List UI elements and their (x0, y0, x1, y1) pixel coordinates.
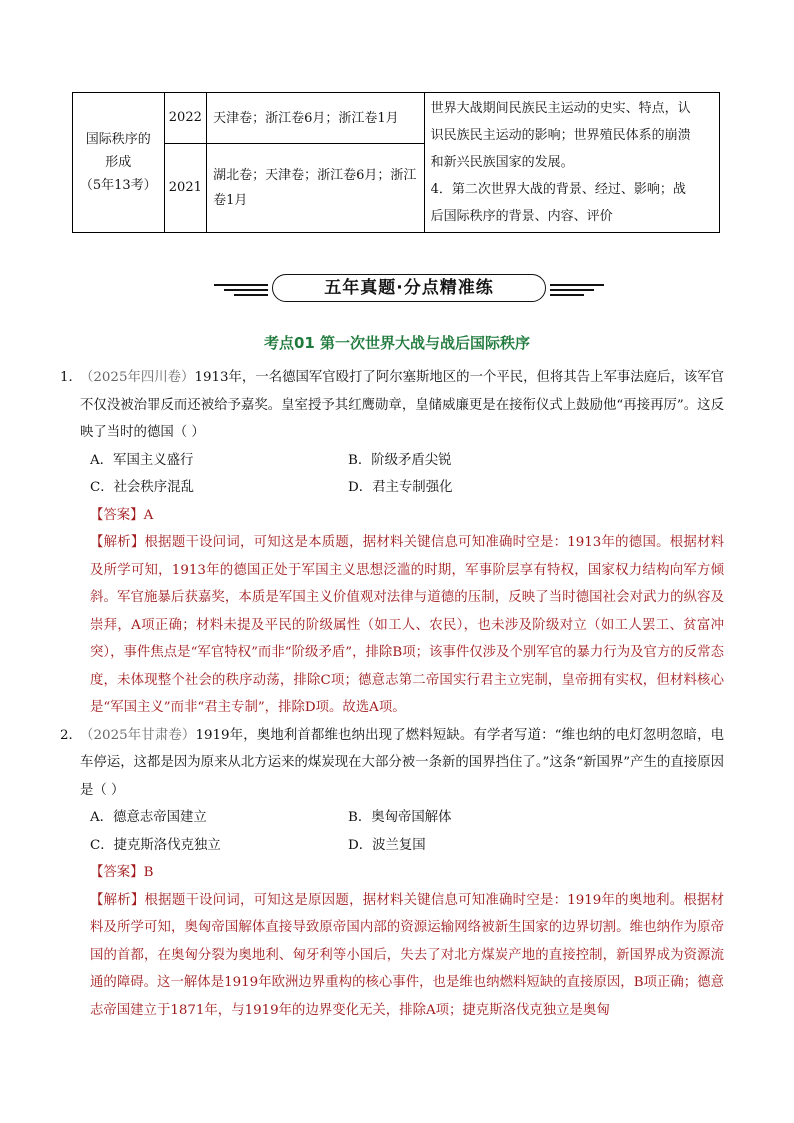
year-cell: 2021 (164, 144, 207, 233)
question-stem (60, 364, 725, 447)
analysis-tag: 【解析】 (90, 535, 145, 550)
scope-line: （5年13考） (79, 178, 157, 193)
analysis (90, 529, 724, 722)
table-row (73, 93, 720, 144)
questions-area (60, 364, 725, 1024)
question-stem (60, 722, 725, 805)
scope-cell (73, 93, 165, 233)
scope-line: 形成 (105, 155, 132, 170)
answer-value: B (143, 865, 154, 880)
requirement-line: 世界大战期间民族民主运动的史实、特点，认 (430, 101, 691, 116)
requirement-line: 后国际秩序的背景、内容、评价 (430, 209, 613, 224)
question-number: 2． (60, 727, 82, 743)
decorative-bars-left-icon (214, 284, 268, 296)
decorative-bars-right-icon (550, 284, 604, 296)
question-source: （2025年甘肃卷） (80, 727, 196, 743)
analysis-tag: 【解析】 (90, 892, 145, 908)
requirement-line: 识民族民主运动的影响；世界殖民体系的崩溃 (430, 128, 691, 143)
papers-cell: 湖北卷；天津卷；浙江卷6月；浙江卷1月 (207, 144, 425, 233)
answer (90, 859, 724, 887)
option-a: A．军国主义盛行 (90, 452, 194, 468)
section-banner (214, 274, 604, 306)
requirement-line: 4．第二次世界大战的背景、经过、影响；战 (430, 182, 686, 197)
exam-overview-table (72, 92, 720, 233)
analysis-text: 根据题干设问词，可知这是本质题，据材料关键信息可知准确时空是：1913年的德国。根据材料及所学可知，1913年的德国正处于军国主义思想泛滥的时期，军事阶层享有特权，国家权力结构向军方倾斜。军官施暴后获嘉奖，本质是军国主义价值观对法律与道德的压制，反映了当时德国社会对武力的纵容及崇拜，A项正确；材料未提及平民的阶级属性（如工人、农民），也未涉及阶级对立（如工人罢工、贫富冲突），事件焦点是“军官特权”而非“阶级矛盾”，排除B项；该事件仅涉及个别军官的暴力行为及官方的反常态度，未体现整个社会的秩序动荡，排除C项；德意志第二帝国实行君主立宪制，皇帝拥有实权，但材料核心是“军国主义”而非“君主专制”，排除D项。故选A项。 (90, 535, 725, 715)
section-title: 考点01 第一次世界大战与战后国际秩序 (263, 334, 531, 352)
question-2 (60, 722, 725, 1025)
option-a: A．德意志帝国建立 (90, 810, 207, 825)
option-d: D．波兰复国 (348, 837, 426, 853)
option-d: D．君主专制强化 (348, 480, 453, 495)
options (90, 804, 724, 859)
scope-line: 国际秩序的 (85, 132, 151, 147)
requirements-cell (424, 93, 719, 233)
answer-value: A (143, 507, 154, 523)
banner-title: 五年真题·分点精准练 (272, 274, 546, 302)
answer (90, 502, 724, 530)
option-c: C．捷克斯洛伐克独立 (90, 837, 221, 853)
option-b: B．奥匈帝国解体 (348, 810, 452, 825)
question-1 (60, 364, 725, 722)
papers-cell: 天津卷；浙江卷6月；浙江卷1月 (207, 93, 425, 144)
options (90, 447, 724, 502)
question-text: 1919年，奥地利首都维也纳出现了燃料短缺。有学者写道：“维也纳的电灯忽明忽暗，电车停运，这都是因为原来从北方运来的煤炭现在大部分被一条新的国界挡住了。”这条“新国界”产生的直接原因是（ ） (80, 727, 725, 798)
answer-tag: 【答案】 (90, 507, 144, 523)
question-number: 1． (60, 370, 82, 385)
question-text: 1913年，一名德国军官殴打了阿尔塞斯地区的一个平民，但将其告上军事法庭后，该军官不仅没被治罪反而还被给予嘉奖。皇室授予其红鹰勋章，皇储威廉更是在接衔仪式上鼓励他“再接再厉”。这反映了当时的德国（ ） (80, 370, 725, 440)
year-cell: 2022 (164, 93, 207, 144)
option-b: B．阶级矛盾尖锐 (348, 452, 452, 468)
analysis-text: 根据题干设问词，可知这是原因题，据材料关键信息可知准确时空是：1919年的奥地利。根据材料及所学可知，奥匈帝国解体直接导致原帝国内部的资源运输网络被新生国家的边界切割。维也纳作为原帝国的首都，在奥匈分裂为奥地利、匈牙利等小国后，失去了对北方煤炭产地的直接控制，新国界成为资源流通的障碍。这一解体是1919年欧洲边界重构的核心事件，也是维也纳燃料短缺的直接原因，B项正确；德意志帝国建立于1871年，与1919年的边界变化无关，排除A项；捷克斯洛伐克独立是奥匈 (90, 892, 725, 1018)
option-c: C．社会秩序混乱 (90, 480, 194, 495)
analysis (90, 887, 724, 1025)
requirement-line: 和新兴民族国家的发展。 (430, 155, 574, 170)
question-source: （2025年四川卷） (80, 370, 195, 385)
answer-tag: 【答案】 (90, 865, 144, 880)
